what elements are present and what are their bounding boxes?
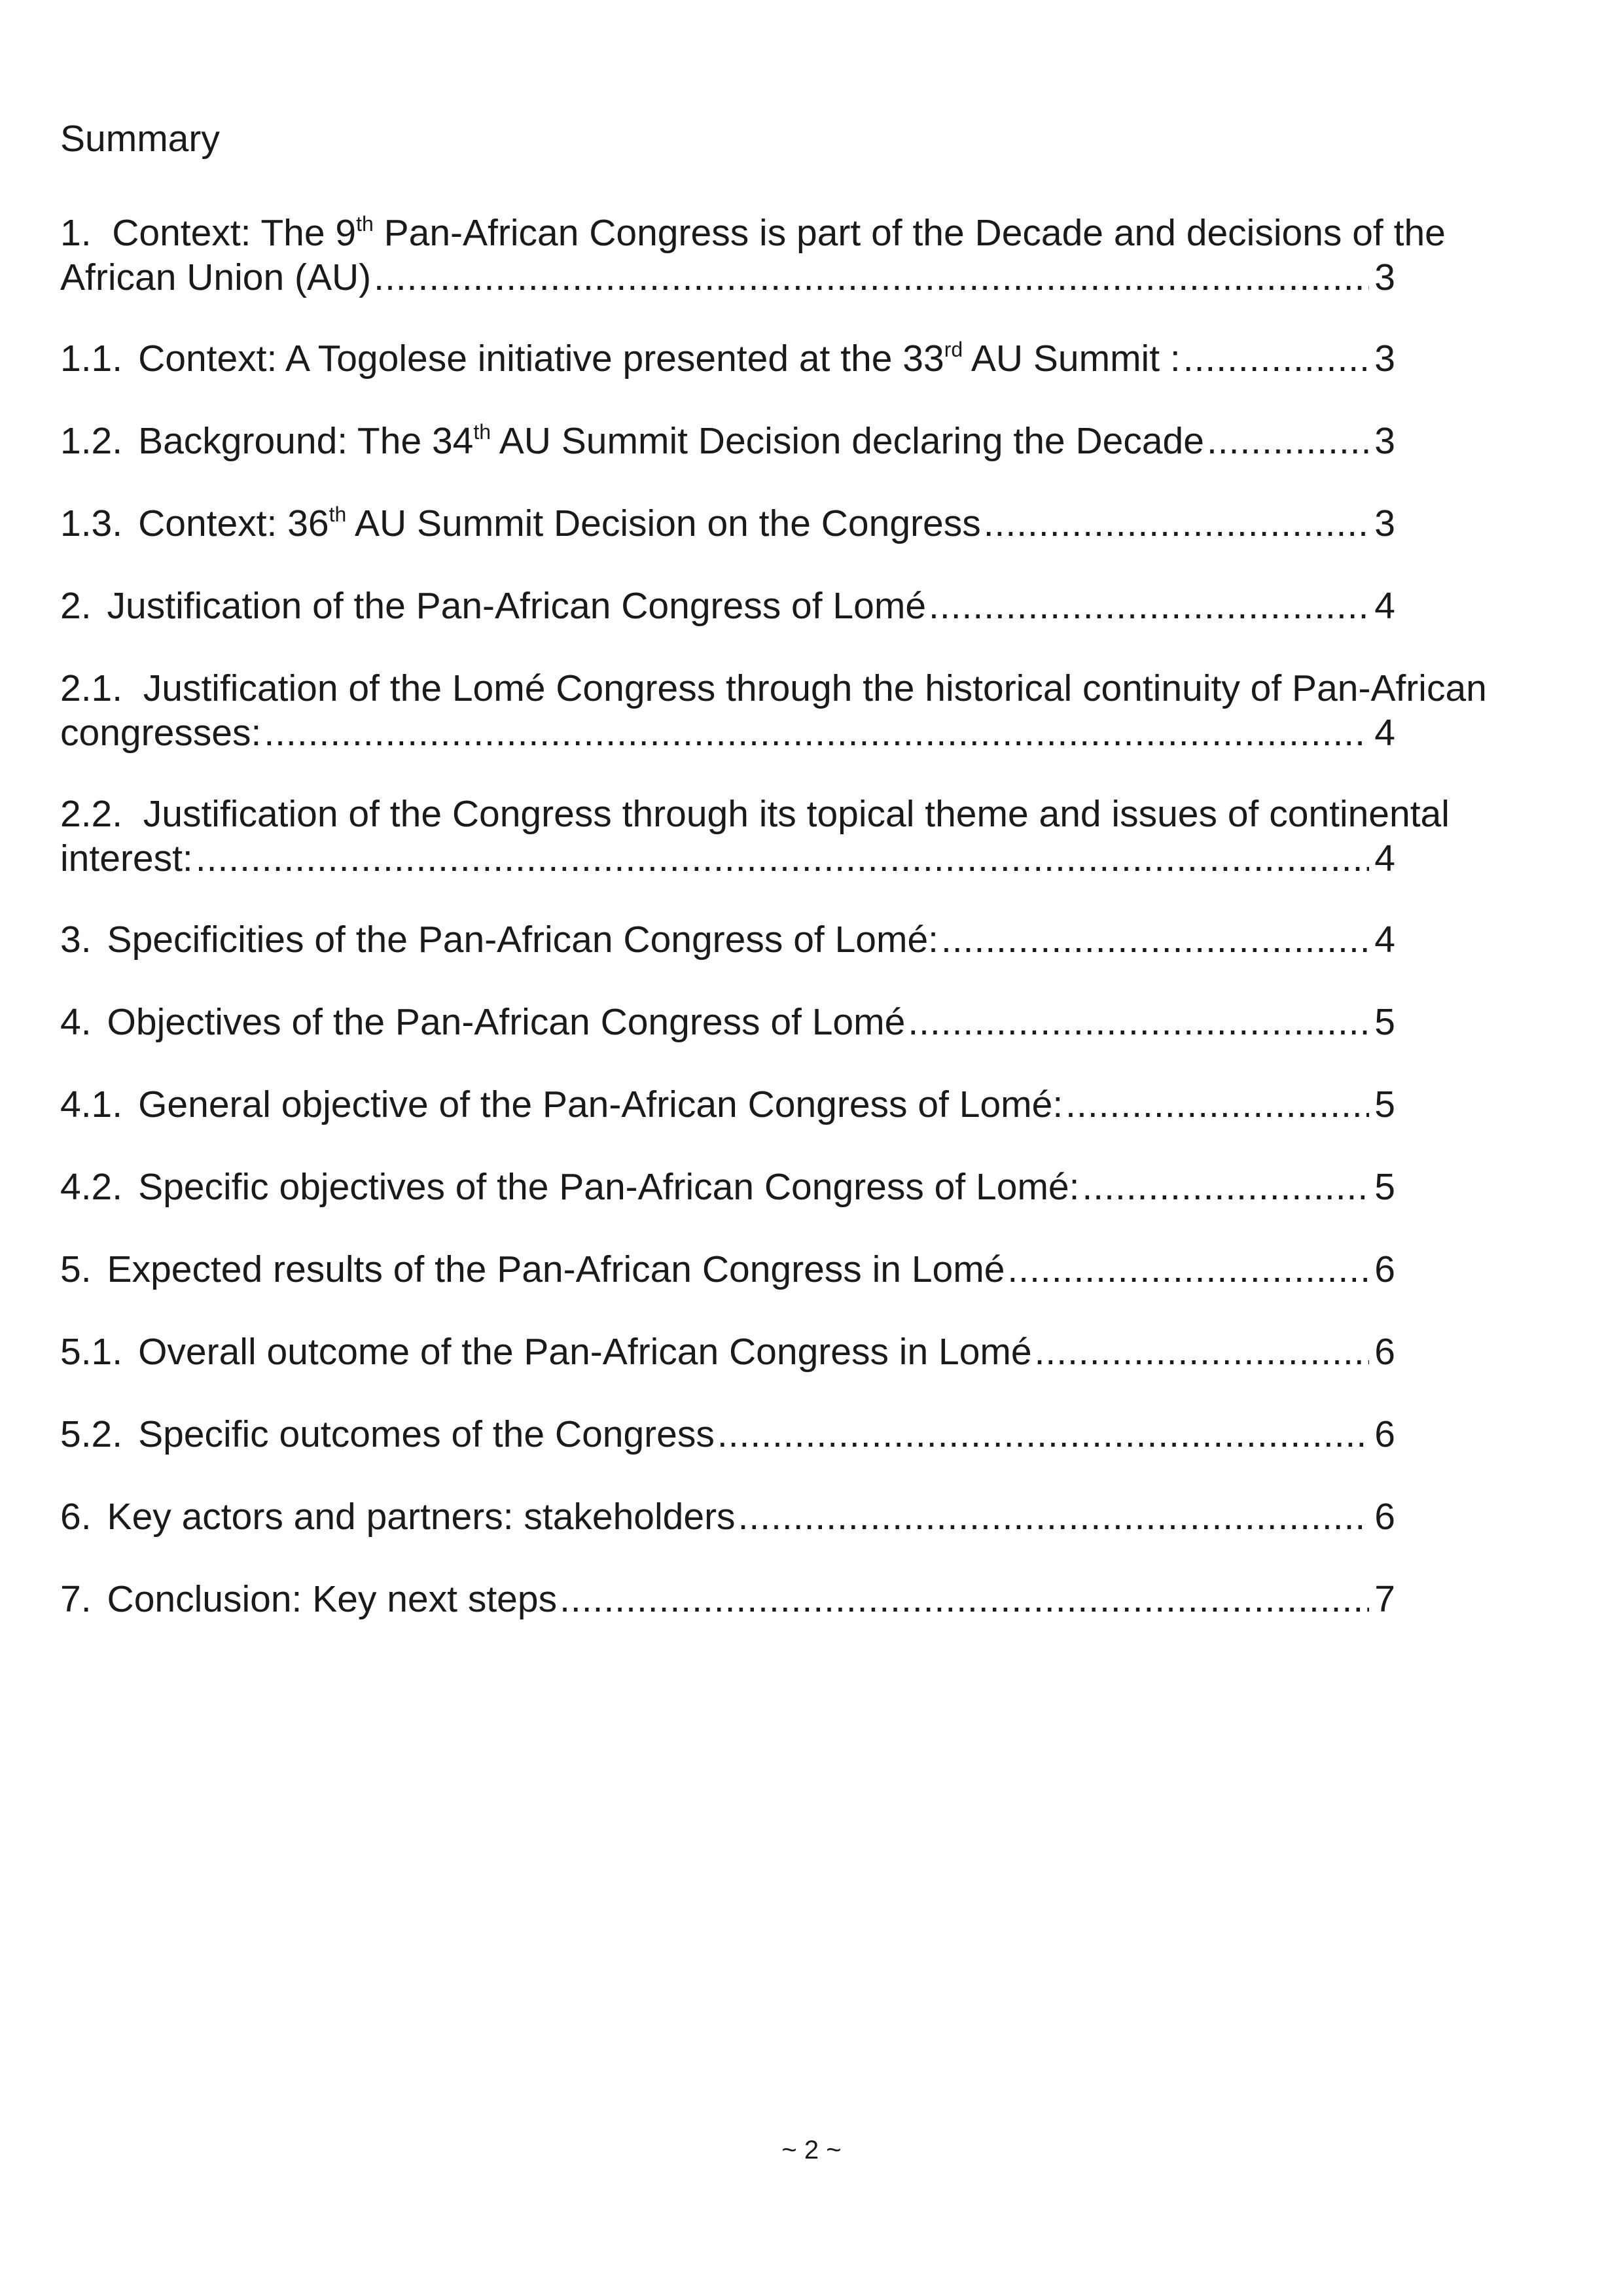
dot-leader — [908, 1000, 1369, 1044]
toc-entry-1[interactable] — [60, 211, 1526, 300]
toc-entry-title-continuation: interest: — [60, 838, 193, 879]
toc-entry-page: 4 — [1374, 838, 1395, 879]
toc-entry-number: 3. — [60, 919, 92, 961]
toc-entry-line — [60, 836, 1395, 881]
toc-entry-line — [60, 666, 1526, 711]
toc-entry-superscript: th — [329, 503, 347, 526]
toc-entry-page: 3 — [1374, 420, 1395, 462]
toc-entry-6[interactable] — [60, 1494, 1526, 1539]
toc-entry-number: 2.2. — [60, 793, 123, 835]
toc-entry-title: Justification of the Pan-African Congress of Lomé — [107, 585, 927, 627]
toc-entry-title: Overall outcome of the Pan-African Congress in Lomé — [138, 1331, 1032, 1373]
dot-leader — [374, 255, 1369, 300]
toc-entry-line — [60, 1577, 1395, 1621]
dot-leader — [941, 917, 1369, 962]
toc-entry-number: 2.1. — [60, 667, 123, 709]
toc-entry-1-3[interactable] — [60, 501, 1526, 546]
toc-entry-superscript: rd — [944, 338, 963, 361]
toc-entry-line — [60, 336, 1395, 381]
dot-leader — [717, 1412, 1369, 1457]
toc-entry-title-continuation: African Union (AU) — [60, 256, 372, 298]
dot-leader — [264, 711, 1369, 755]
toc-entry-page: 3 — [1374, 338, 1395, 380]
summary-title: Summary — [60, 118, 220, 160]
toc-entry-title: Justification of the Lomé Congress through the historical continuity of Pan-African — [143, 667, 1487, 709]
toc-entry-title: Objectives of the Pan-African Congress of Lomé — [107, 1001, 906, 1043]
toc-entry-line — [60, 917, 1395, 962]
toc-entry-line — [60, 1330, 1395, 1374]
toc-entry-number: 1.3. — [60, 503, 123, 544]
toc-entry-page: 4 — [1374, 919, 1395, 961]
toc-entry-number: 5.2. — [60, 1413, 123, 1455]
dot-leader — [1082, 1165, 1369, 1209]
toc-entry-5-2[interactable] — [60, 1412, 1526, 1457]
toc-entry-superscript: th — [473, 420, 491, 444]
toc-entry-7[interactable] — [60, 1577, 1526, 1621]
toc-entry-line — [60, 711, 1395, 755]
toc-entry-line — [60, 1082, 1395, 1127]
toc-entry-page: 6 — [1374, 1413, 1395, 1455]
toc-entry-title: Key actors and partners: stakeholders — [107, 1496, 736, 1538]
toc-entry-line — [60, 1247, 1395, 1292]
toc-entry-title-part: Background: The 34 — [138, 420, 474, 462]
toc-entry-line — [60, 1494, 1395, 1539]
toc-entry-4-2[interactable] — [60, 1165, 1526, 1209]
toc-entry-number: 1. — [60, 212, 92, 254]
toc-entry-page: 4 — [1374, 712, 1395, 754]
toc-entry-1-1[interactable] — [60, 336, 1526, 381]
toc-entry-number: 1.2. — [60, 420, 123, 462]
toc-entry-title: Expected results of the Pan-African Congress in Lomé — [107, 1248, 1005, 1290]
toc-entry-number: 7. — [60, 1578, 92, 1620]
dot-leader — [1207, 419, 1369, 463]
toc-entry-page: 6 — [1374, 1496, 1395, 1538]
toc-entry-page: 5 — [1374, 1166, 1395, 1208]
toc-entry-number: 4. — [60, 1001, 92, 1043]
toc-entry-page: 3 — [1374, 256, 1395, 298]
toc-entry-line — [60, 1412, 1395, 1457]
toc-entry-title: General objective of the Pan-African Congress of Lomé: — [138, 1084, 1063, 1125]
toc-entry-2-1[interactable] — [60, 666, 1526, 755]
toc-entry-title: Specific objectives of the Pan-African Congress of Lomé: — [138, 1166, 1080, 1208]
toc-entry-page: 6 — [1374, 1331, 1395, 1373]
dot-leader — [984, 501, 1370, 546]
dot-leader — [1007, 1247, 1369, 1292]
page-number-footer: ~ 2 ~ — [781, 2136, 842, 2164]
toc-entry-page: 5 — [1374, 1084, 1395, 1125]
toc-entry-line — [60, 255, 1395, 300]
toc-entry-number: 4.2. — [60, 1166, 123, 1208]
dot-leader — [1035, 1330, 1370, 1374]
toc-entry-3[interactable] — [60, 917, 1526, 962]
toc-entry-title-part: Context: The 9 — [112, 212, 357, 254]
toc-entry-2[interactable] — [60, 584, 1526, 628]
toc-entry-line — [60, 1000, 1395, 1044]
dot-leader — [1183, 336, 1370, 381]
toc-entry-title-continuation: congresses: — [60, 712, 262, 754]
toc-entry-line — [60, 584, 1395, 628]
toc-entry-number: 5.1. — [60, 1331, 123, 1373]
toc-entry-4-1[interactable] — [60, 1082, 1526, 1127]
toc-entry-line — [60, 419, 1395, 463]
toc-entry-page: 7 — [1374, 1578, 1395, 1620]
toc-entry-title-part: Pan-African Congress is part of the Decade and decisions of the — [373, 212, 1446, 254]
toc-entry-2-2[interactable] — [60, 792, 1526, 881]
toc-entry-5-1[interactable] — [60, 1330, 1526, 1374]
toc-entry-title: Conclusion: Key next steps — [107, 1578, 558, 1620]
toc-entry-title-part: AU Summit Decision declaring the Decade — [491, 420, 1204, 462]
dot-leader — [1065, 1082, 1369, 1127]
dot-leader — [560, 1577, 1369, 1621]
toc-entry-number: 6. — [60, 1496, 92, 1538]
toc-entry-title-part: Context: 36 — [138, 503, 329, 544]
toc-entry-page: 4 — [1374, 585, 1395, 627]
dot-leader — [196, 836, 1370, 881]
toc-entry-superscript: th — [356, 212, 374, 236]
toc-entry-number: 1.1. — [60, 338, 123, 380]
toc-entry-number: 5. — [60, 1248, 92, 1290]
toc-entry-line — [60, 1165, 1395, 1209]
toc-entry-4[interactable] — [60, 1000, 1526, 1044]
toc-entry-1-2[interactable] — [60, 419, 1526, 463]
toc-entry-page: 3 — [1374, 503, 1395, 544]
toc-entry-title-part: Context: A Togolese initiative presented at the 33 — [138, 338, 944, 380]
toc-entry-title-part: AU Summit : — [963, 338, 1181, 380]
toc-entry-line — [60, 501, 1395, 546]
toc-entry-title-part: AU Summit Decision on the Congress — [346, 503, 981, 544]
dot-leader — [929, 584, 1369, 628]
toc-entry-line — [60, 792, 1526, 836]
toc-entry-title: Justification of the Congress through its topical theme and issues of continental — [143, 793, 1450, 835]
toc-entry-number: 2. — [60, 585, 92, 627]
dot-leader — [738, 1494, 1370, 1539]
toc-entry-page: 6 — [1374, 1248, 1395, 1290]
toc-entry-5[interactable] — [60, 1247, 1526, 1292]
toc-entry-title: Specific outcomes of the Congress — [138, 1413, 715, 1455]
toc-entry-number: 4.1. — [60, 1084, 123, 1125]
toc-entry-title: Specificities of the Pan-African Congress of Lomé: — [107, 919, 938, 961]
toc-entry-page: 5 — [1374, 1001, 1395, 1043]
toc-entry-line — [60, 211, 1526, 255]
